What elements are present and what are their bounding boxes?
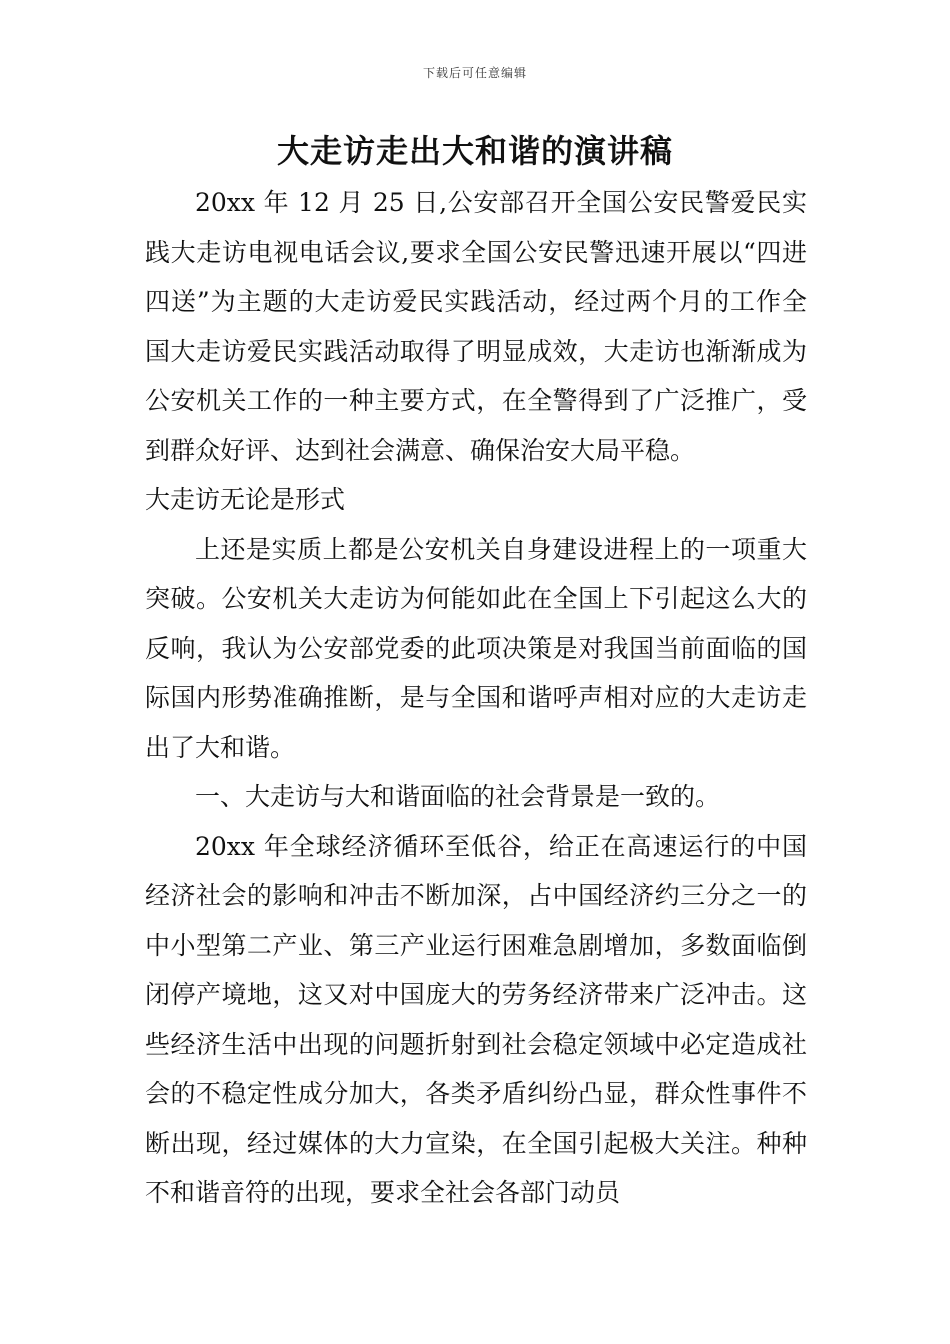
paragraph-5: 20xx 年全球经济循环至低谷，给正在高速运行的中国经济社会的影响和冲击不断加深，占中国经济约三分之一的中小型第二产业、第三产业运行困难急剧增加，多数面临倒闭停产境地，这又对中国庞大的劳务经济带来广泛冲击。这些经济生活中出现的问题折射到社会稳定领域中必定造成社会的不稳定性成分加大，各类矛盾纠纷凸显，群众性事件不断出现，经过媒体的大力宣染，在全国引起极大关注。种种不和谐音符的出现，要求全社会各部门动员 bbox=[145, 831, 807, 1207]
paragraph-3: 上还是实质上都是公安机关自身建设进程上的一项重大突破。公安机关大走访为何能如此在全国上下引起这么大的反响，我认为公安部党委的此项决策是对我国当前面临的国际国内形势准确推断，是与全国和谐呼声相对应的大走访走出了大和谐。 bbox=[145, 534, 807, 762]
document-title: 大走访走出大和谐的演讲稿 bbox=[276, 132, 673, 170]
paragraph-1: 20xx 年 12 月 25 日,公安部召开全国公安民警爱民实践大走访电视电话会议,要求全国公安民警迅速开展以“四进四送”为主题的大走访爱民实践活动，经过两个月的工作全国大走访爱民实践活动取得了明显成效，大走访也渐渐成为公安机关工作的一种主要方式，在全警得到了广泛推广，受到群众好评、达到社会满意、确保治安大局平稳。 bbox=[145, 188, 807, 465]
page-header-note: 下载后可任意编辑 bbox=[422, 66, 527, 80]
paragraph-4-section-heading: 一、大走访与大和谐面临的社会背景是一致的。 bbox=[195, 782, 721, 811]
paragraph-2: 大走访无论是形式 bbox=[145, 485, 346, 514]
document-body bbox=[145, 178, 807, 1218]
